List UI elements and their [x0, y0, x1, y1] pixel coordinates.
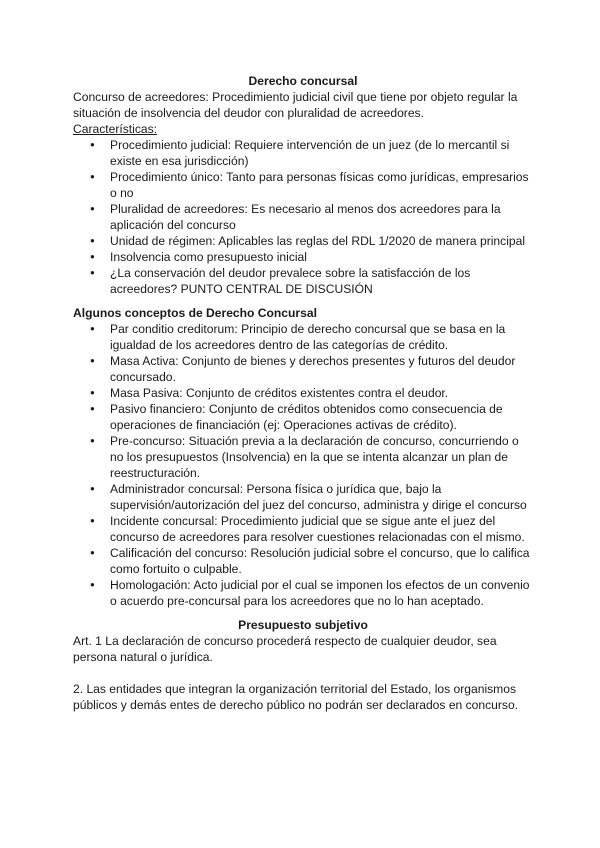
list-item: ● Calificación del concurso: Resolución judicial sobre el concurso, que lo califica como fortuito o culpable.	[110, 545, 533, 577]
list-item: ● Insolvencia como presupuesto inicial	[110, 249, 533, 265]
list-item: ● Administrador concursal: Persona física o jurídica que, bajo la supervisión/autorización del juez del concurso, administra y dirige el concurso	[110, 481, 533, 513]
list-item: ● Pasivo financiero: Conjunto de créditos obtenidos como consecuencia de operaciones de financiación (ej: Operaciones activas de crédito).	[110, 401, 533, 433]
list-item: ● Procedimiento judicial: Requiere intervención de un juez (de lo mercantil si existe en esa jurisdicción)	[110, 137, 533, 169]
list-item: ● Incidente concursal: Procedimiento judicial que se sigue ante el juez del concurso de acreedores para resolver cuestiones relacionadas con el mismo.	[110, 513, 533, 545]
document-title: Derecho concursal	[248, 74, 358, 88]
list-item: ● Pre-concurso: Situación previa a la declaración de concurso, concurriendo o no los presupuestos (Insolvencia) en la que se intenta alcanzar un plan de reestructuración.	[110, 433, 533, 481]
features-heading: Características:	[73, 122, 158, 136]
intro-paragraph: Concurso de acreedores: Procedimiento judicial civil que tiene por objeto regular la situación de insolvencia del deudor con pluralidad de acreedores.	[73, 90, 518, 120]
list-item: ● Unidad de régimen: Aplicables las reglas del RDL 1/2020 de manera principal	[110, 233, 533, 249]
list-item: ● Masa Activa: Conjunto de bienes y derechos presentes y futuros del deudor concursado.	[110, 353, 533, 385]
subjective-heading: Presupuesto subjetivo	[238, 618, 368, 632]
list-item: ● Homologación: Acto judicial por el cual se imponen los efectos de un convenio o acuerdo pre-concursal para los acreedores que no lo han aceptado.	[110, 577, 533, 609]
concepts-heading: Algunos conceptos de Derecho Concursal	[73, 306, 317, 320]
list-item: ● Pluralidad de acreedores: Es necesario al menos dos acreedores para la aplicación del concurso	[110, 201, 533, 233]
article-2-paragraph: 2. Las entidades que integran la organización territorial del Estado, los organismos públicos y demás entes de derecho público no podrán ser declarados en concurso.	[73, 682, 519, 712]
features-list	[73, 137, 533, 297]
list-item: ● Masa Pasiva: Conjunto de créditos existentes contra el deudor.	[110, 385, 533, 401]
article-1-paragraph: Art. 1 La declaración de concurso procederá respecto de cualquier deudor, sea persona natural o jurídica.	[73, 634, 497, 664]
list-item: ● ¿La conservación del deudor prevalece sobre la satisfacción de los acreedores? PUNTO CENTRAL DE DISCUSIÓN	[110, 265, 533, 297]
concepts-list	[73, 321, 533, 609]
document-content	[73, 73, 533, 713]
list-item: ● Procedimiento único: Tanto para personas físicas como jurídicas, empresarios o no	[110, 169, 533, 201]
list-item: ● Par conditio creditorum: Principio de derecho concursal que se basa en la igualdad de los acreedores dentro de las categorías de crédito.	[110, 321, 533, 353]
